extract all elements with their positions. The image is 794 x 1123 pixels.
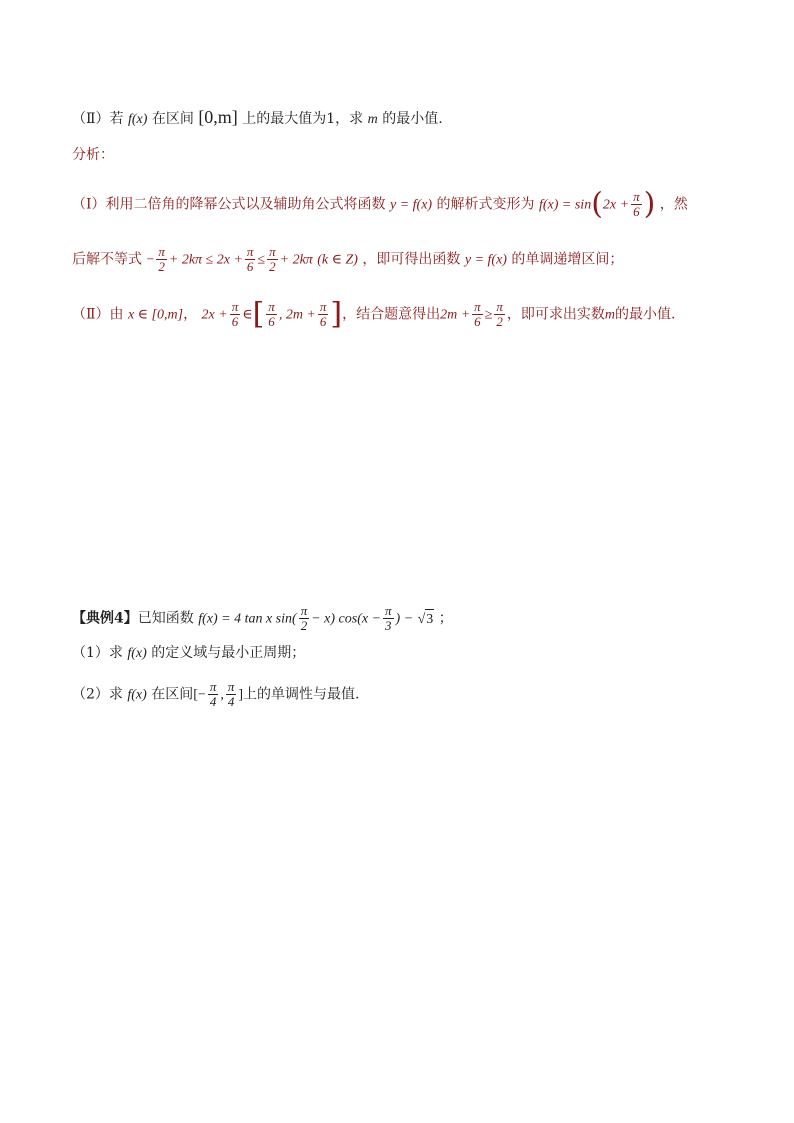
frac-pi-6: $\frac{\pi}{6}$ (246, 244, 254, 274)
fx-eq-sin: f(x) = sin (538, 197, 592, 213)
analysis-part1-line1: （Ⅰ）利用二倍角的降幂公式以及辅助角公式将函数 y = f(x) 的解析式变形为 f(x) = sin(2x + $\frac{\pi}{6}$ ) ，然 (72, 186, 688, 222)
example4-label: 【典例4】 (72, 610, 138, 627)
part2-label: （Ⅱ）若 (72, 111, 124, 127)
sqrt-3: √3 (418, 612, 435, 627)
analysis-part1-line2: 后解不等式 − $\frac{\pi}{2}$ + 2kπ ≤ 2x + $\frac{\pi}{6}$ ≤ $\frac{\pi}{2}$ + 2kπ (k ∈ Z) ，即可得出函数 y = f(x) 的单调递增区间； (72, 244, 624, 274)
frac-pi-6: $\frac{\pi}{6}$ (319, 299, 327, 329)
frac-pi-4: $\frac{\pi}{4}$ (227, 679, 235, 709)
analysis-part2: （Ⅱ）由 x ∈ [0,m]， 2x + $\frac{\pi}{6}$ ∈[ $\frac{\pi}{6}$ , 2m + $\frac{\pi}{6}$ ]，结合题意得出2m + $\frac{\pi}{6}$ ≥ $\frac{\pi}{2}$ ，即可求出实数m的最小值. (72, 296, 676, 332)
frac-pi-6: $\frac{\pi}{6}$ (231, 299, 239, 329)
frac-pi-2: $\frac{\pi}{2}$ (496, 299, 503, 329)
y-eq-fx: y = f(x) (464, 252, 507, 268)
y-eq-fx: y = f(x) (389, 197, 433, 213)
frac-pi-3: $\frac{\pi}{3}$ (385, 603, 392, 633)
analysis-heading: 分析： (72, 147, 114, 163)
frac-pi-6: $\frac{\pi}{6}$ (474, 299, 481, 329)
frac-pi-2: $\frac{\pi}{2}$ (158, 244, 165, 274)
example4-q2: （2）求 f(x) 在区间[− $\frac{\pi}{4}$ , $\frac{\pi}{4}$ ]上的单调性与最值. (72, 679, 360, 709)
part2-question: （Ⅱ）若 f(x) 在区间 [0,m] 上的最大值为1，求 m 的最小值. (72, 107, 443, 127)
k-in-z: (k ∈ Z) (317, 252, 358, 268)
m-symbol: m (367, 112, 378, 127)
frac-pi-4: $\frac{\pi}{4}$ (209, 679, 217, 709)
left-paren: ( (591, 186, 603, 222)
interval-0-m: [0,m] (198, 107, 238, 127)
frac-pi-6: $\frac{\pi}{6}$ (633, 189, 640, 219)
frac-pi-6: $\frac{\pi}{6}$ (268, 299, 275, 329)
example4-q1: （1）求 f(x) 的定义域与最小正周期； (72, 645, 306, 661)
fx-symbol: f(x) (127, 112, 148, 127)
frac-pi-2: $\frac{\pi}{2}$ (300, 603, 308, 633)
frac-pi-2: $\frac{\pi}{2}$ (269, 244, 276, 274)
example4-statement: 【典例4】已知函数 f(x) = 4 tan x sin( $\frac{\pi}{2}$ − x) cos(x − $\frac{\pi}{3}$ ) − √3 ； (72, 603, 453, 633)
right-paren: ) (643, 186, 656, 222)
x-in-interval: x ∈ [0,m] (127, 307, 184, 323)
